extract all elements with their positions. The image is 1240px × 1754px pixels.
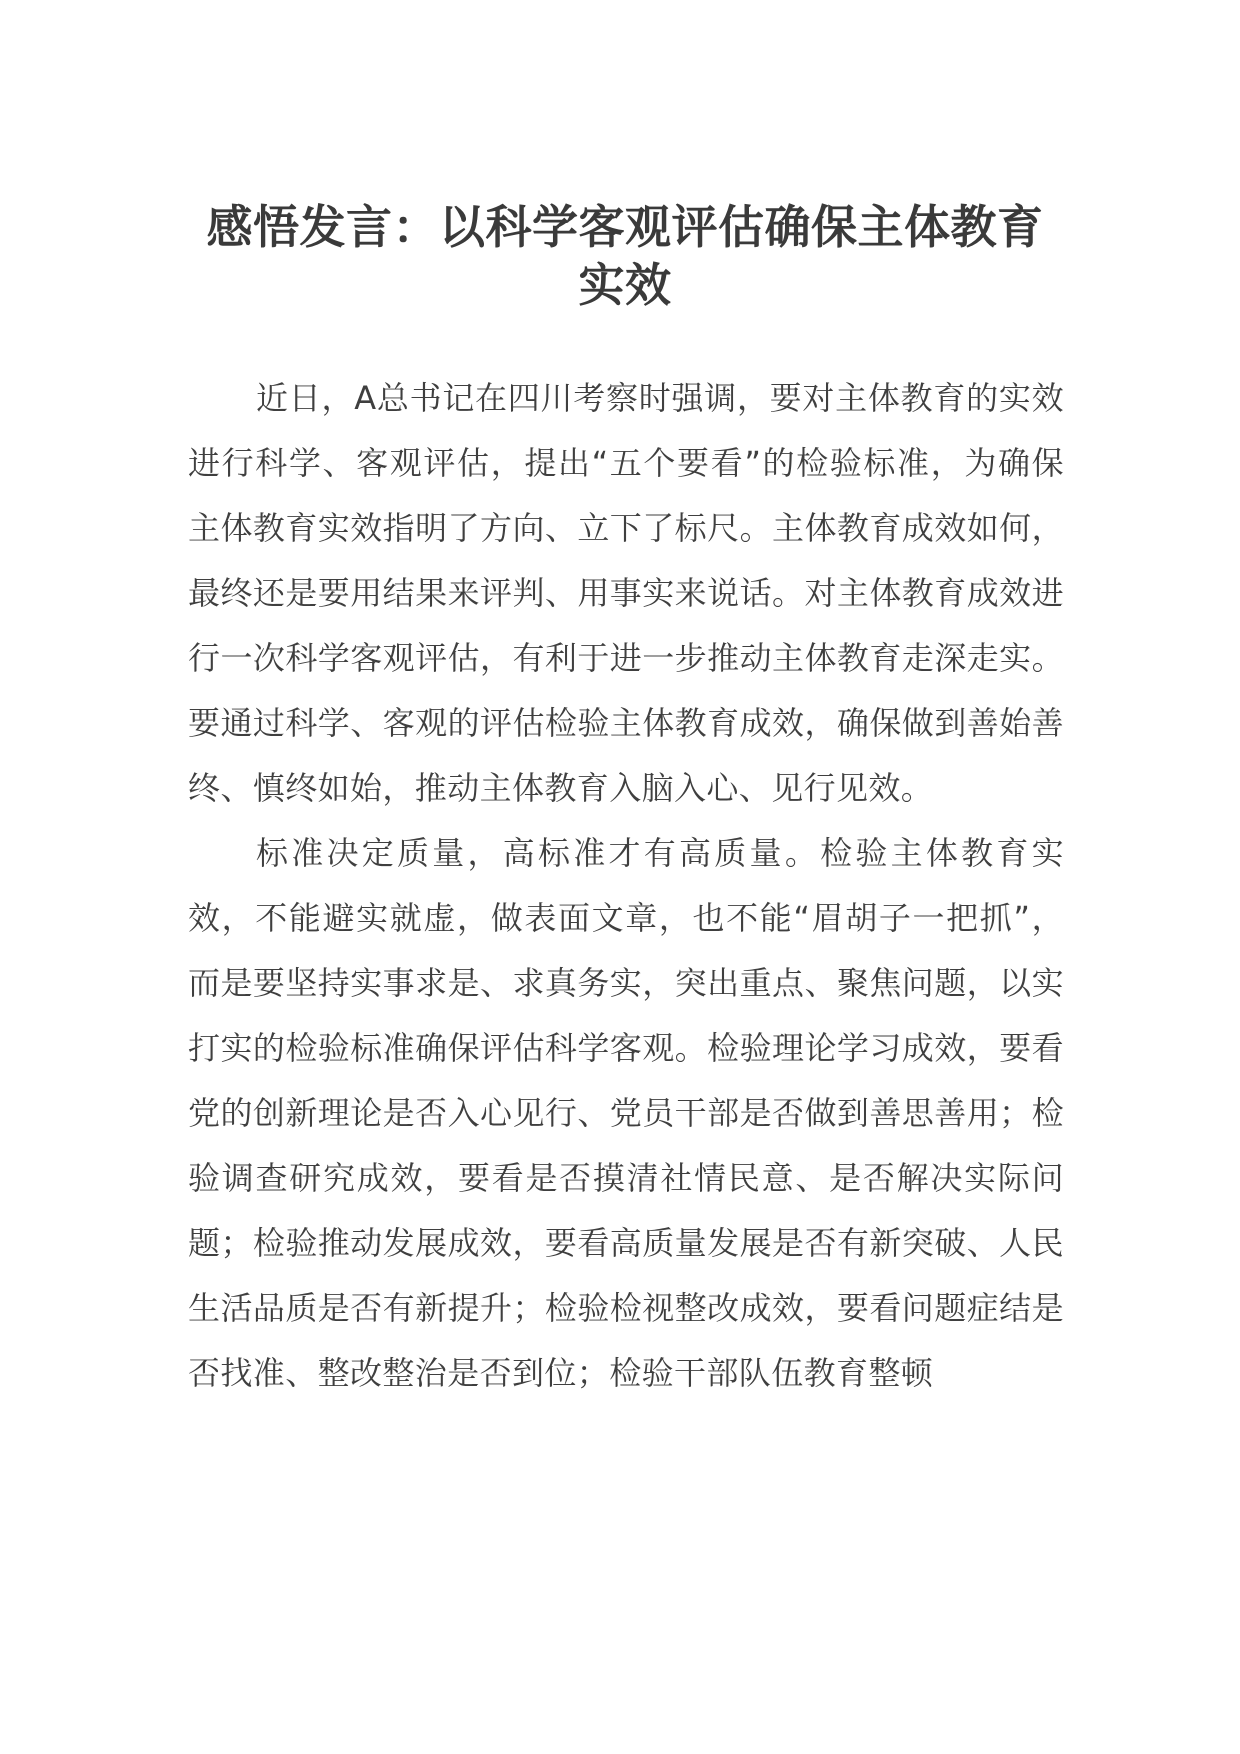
document-body (188, 366, 1064, 1406)
document-title: 感悟发言：以科学客观评估确保主体教育实效 (206, 200, 1044, 312)
paragraph-2: 标准决定质量，高标准才有高质量。检验主体教育实效，不能避实就虚，做表面文章，也不能“眉胡子一把抓”，而是要坚持实事求是、求真务实，突出重点、聚焦问题，以实打实的检验标准确保评估科学客观。检验理论学习成效，要看党的创新理论是否入心见行、党员干部是否做到善思善用；检验调查研究成效，要看是否摸清社情民意、是否解决实际问题；检验推动发展成效，要看高质量发展是否有新突破、人民生活品质是否有新提升；检验检视整改成效，要看问题症结是否找准、整改整治是否到位；检验干部队伍教育整顿 (188, 834, 1064, 1392)
paragraph-1: 近日，A总书记在四川考察时强调，要对主体教育的实效进行科学、客观评估，提出“五个要看”的检验标准，为确保主体教育实效指明了方向、立下了标尺。主体教育成效如何，最终还是要用结果来评判、用事实来说话。对主体教育成效进行一次科学客观评估，有利于进一步推动主体教育走深走实。要通过科学、客观的评估检验主体教育成效，确保做到善始善终、慎终如始，推动主体教育入脑入心、见行见效。 (188, 379, 1064, 807)
